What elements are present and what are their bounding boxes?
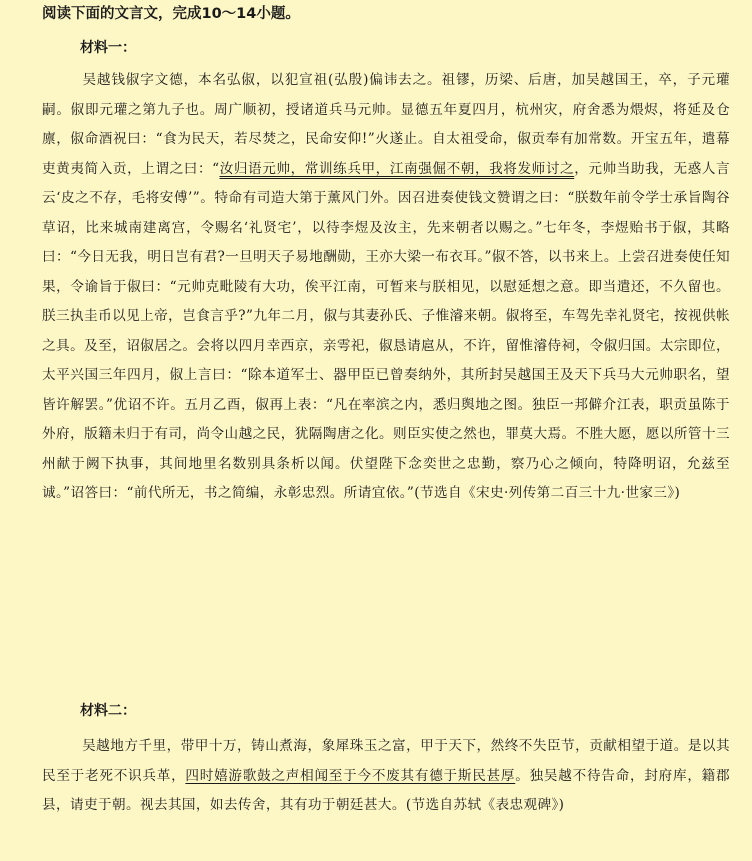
material1-heading: 材料一： [80,40,136,56]
material1-text [42,66,730,509]
material2-heading: 材料二： [80,703,136,719]
material2-text-part2: 。独吴越不待告命，封府库，籍郡县，请吏于朝。视去其国，如去传舍，其有功于朝廷甚大。(节选自苏轼《表忠观碑》) [42,767,731,813]
question-title: 阅读下面的文言文，完成10～14小题。 [42,6,300,22]
material1-underlined-sentence: 汝归语元帅，常训练兵甲，江南强倔不朝，我将发师讨之 [219,160,575,177]
material1-text-part2: ，元帅当助我，无惑人言云‘皮之不存，毛将安傅’”。特命有司造大第于薰风门外。因召进奏使钱文赞谓之曰：“朕数年前令学士承旨陶谷草诏，比来城南建离宫，令赐名‘礼贤宅’，以待李煜及汝主，先来朝者以赐之。”七年冬，李煜贻书于俶，其略曰：“今日无我，明日岂有君?一旦明天子易地酬勋，王亦大梁一布衣耳。”俶不答，以书来上。上尝召进奏使任知果，令谕旨于俶曰：“元帅克毗陵有大功，俟平江南，可暂来与朕相见，以慰延想之意。即当遣还，不久留也。朕三执圭币以见上帝，岂食言乎?”九年二月，俶与其妻孙氏、子惟濬来朝。俶将至，车驾先幸礼贤宅，按视供帐之具。及至，诏俶居之。会将以四月幸西京，亲雩祀，俶恳请扈从，不许，留惟濬侍祠，令俶归国。太宗即位，太平兴国三年四月，俶上言曰：“除本道军士、器甲臣已曾奏纳外，其所封吴越国王及天下兵马大元帅职名，望皆许解罢。”优诏不许。五月乙酉，俶再上表：“凡在率滨之内，悉归舆地之图。独臣一邦僻介江表，职贡虽陈于外府，版籍未归于有司，尚令山越之民，犹隔陶唐之化。则臣实使之然也，罪莫大焉。不胜大愿，愿以所管十三州献于阙下执事，其间地里名数别具条析以闻。伏望陛下念奕世之忠勤，察乃心之倾向，特降明诏，允兹至诚。”诏答曰：“前代所无，书之简编，永彰忠烈。所请宜依。”(节选自《宋史·列传第二百三十九·世家三》) [42,160,730,501]
material2-text-part1: 吴越地方千里，带甲十万，铸山煮海，象犀珠玉之富，甲于天下，然终不失臣节，贡献相望于道。是以其民至于老死不识兵革， [42,738,730,784]
material1-text-part1: 吴越钱俶字文德，本名弘俶，以犯宣祖(弘殷)偏讳去之。祖镠，历梁、后唐，加吴越国王，卒，子元瓘嗣。俶即元瓘之第九子也。周广顺初，授诸道兵马元帅。显德五年夏四月，杭州灾，府舍悉为煨烬，将延及仓廪，俶命酒祝曰：“食为民天，若尽焚之，民命安仰!”火遂止。自太祖受命，俶贡奉有加常数。开宝五年，遣幕吏黄夷简入贡，上谓之曰：“ [42,72,730,177]
material2-underlined-sentence: 四时嬉游歌鼓之声相闻至于今不废其有德于斯民甚厚 [185,767,516,784]
material2-text [42,732,730,821]
